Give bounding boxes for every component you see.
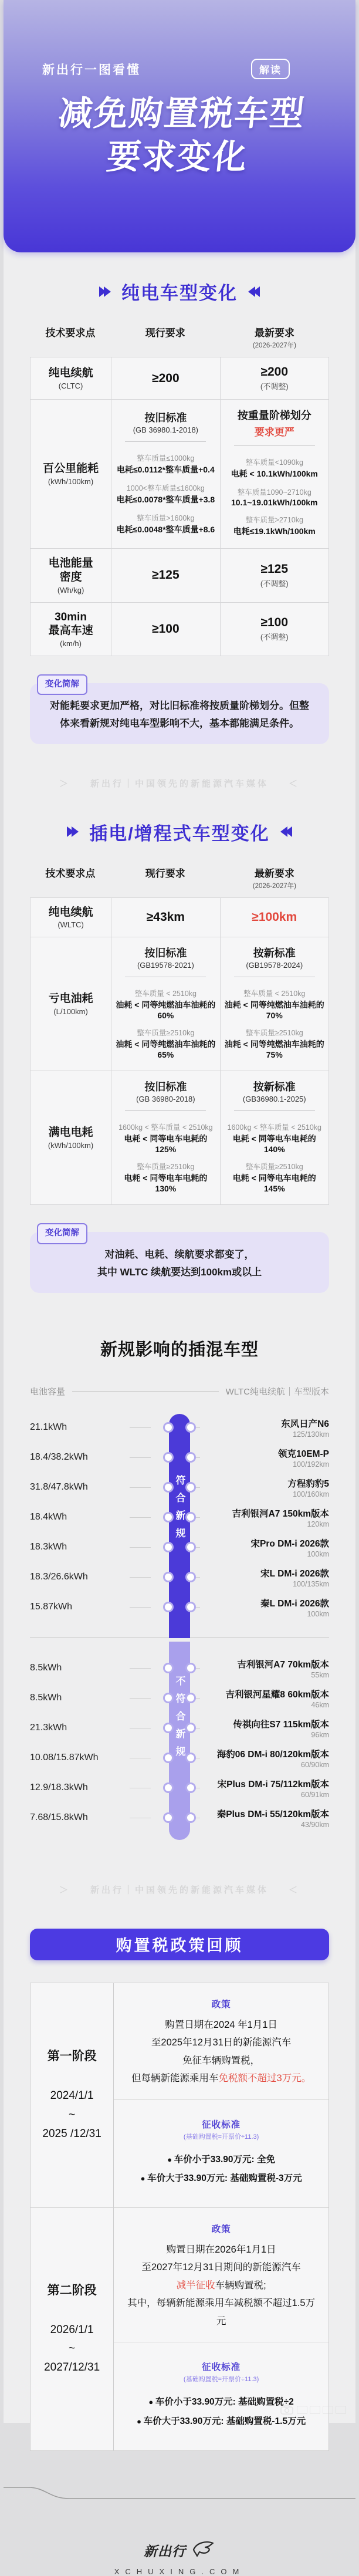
levy-bullets <box>122 2150 320 2189</box>
table-row <box>31 1071 328 1204</box>
spec-name: 百公里能耗 <box>43 462 99 475</box>
condition-text: 1600kg < 整车质量 < 2510kg <box>227 1123 322 1132</box>
value-text: 油耗 < 同等纯燃油车油耗的65% <box>116 1039 216 1060</box>
spec-name-cell <box>31 1071 111 1204</box>
legend-line <box>72 1391 219 1392</box>
standard-code: (GB19578-2024) <box>246 961 303 970</box>
model-compliance-chart <box>30 1413 329 1848</box>
watermark-arrow: ＞ <box>59 778 70 789</box>
condition-pair <box>117 512 215 535</box>
rewind-icon <box>283 826 292 837</box>
divider-line <box>234 445 315 446</box>
new-req-cell <box>220 357 328 399</box>
fail-bar-label: 不符合新规 <box>174 1675 185 1764</box>
spec-unit: (km/h) <box>60 639 82 648</box>
value-text: ≥100 <box>152 622 180 636</box>
stage-row <box>31 1983 328 2207</box>
value-text: 电耗 < 同等电车电耗的125% <box>124 1134 208 1154</box>
value-text-red: ≥100km <box>252 910 297 924</box>
column-header-text: 最新要求 <box>254 328 294 339</box>
connector-line <box>130 1668 151 1669</box>
levy-standard-label: 征收标准 <box>202 2119 241 2130</box>
battery-label: 8.5kWh <box>30 1663 62 1673</box>
range-label: 100/160km <box>293 1490 329 1498</box>
date-to: 2027/12/31 <box>44 2361 100 2374</box>
highlight-red-text: 减半征收 <box>176 2280 215 2291</box>
watermark-arrow: ＜ <box>289 778 300 789</box>
condition-text: 整车质量1090~2710kg <box>237 488 311 497</box>
summary-text: 对能耗要求更加严格，对比旧标准将按质量阶梯划分。但整体来看新规对纯电车型影响不大，基本都能满足条件。 <box>50 700 309 729</box>
range-label: 125/130km <box>293 1430 329 1439</box>
poster-title <box>0 92 359 179</box>
watermark-arrow: ＞ <box>59 1885 70 1895</box>
standard-code: (GB36980.1-2025) <box>242 1095 306 1104</box>
connector-line <box>130 1577 151 1578</box>
value-text: ≥200 <box>152 371 180 385</box>
highlight-red-text: 免税额不超过3万元。 <box>218 2073 311 2084</box>
connector-dot <box>187 1724 194 1731</box>
connector-dot <box>187 1544 194 1551</box>
column-header: 技术要求点 <box>45 328 96 339</box>
current-req-cell <box>111 937 219 1071</box>
new-req-cell <box>220 898 328 937</box>
range-label: 46km <box>311 1700 329 1709</box>
model-name: 传祺向往S7 115km版本 <box>233 1719 329 1730</box>
chart-legend <box>30 1385 329 1397</box>
bullet-item: ● 车价大于33.90万元: 基础购置税-1.5万元 <box>122 2412 320 2432</box>
phev-spec-table <box>30 897 329 1206</box>
column-header-note: (2026-2027年) <box>252 342 296 349</box>
current-req-cell <box>111 898 219 937</box>
model-name: 吉利银河星耀8 60km版本 <box>225 1689 329 1700</box>
battery-label: 31.8/47.8kWh <box>30 1482 88 1493</box>
infographic-poster <box>4 0 355 2576</box>
poster-title-line1: 减免购置税车型 <box>56 94 307 133</box>
poster-title-line2: 要求变化 <box>104 138 250 177</box>
condition-pair <box>224 1122 325 1154</box>
condition-text: 整车质量≥2510kg <box>245 1029 303 1038</box>
spec-unit: (kWh/100km) <box>48 477 94 486</box>
legend-right-label: WLTC纯电续航｜车型版本 <box>225 1386 329 1397</box>
table-row <box>31 602 328 656</box>
levy-standard-cell <box>114 2099 328 2207</box>
stage-label-cell <box>31 1983 114 2207</box>
divider-line <box>125 441 206 442</box>
stricter-note: 要求更严 <box>254 427 294 438</box>
battery-label: 18.4/38.2kWh <box>30 1452 88 1463</box>
table-row <box>31 399 328 548</box>
model-name: 吉利银河A7 70km版本 <box>237 1659 329 1670</box>
bev-section-title <box>30 278 329 305</box>
date-from: 2024/1/1 <box>50 2089 94 2102</box>
range-label: 100/135km <box>293 1579 329 1588</box>
stage-dates <box>44 2321 100 2378</box>
brand-tagline: 新出行一图看懂 <box>42 63 141 77</box>
condition-text: 整车质量 < 2510kg <box>134 990 197 998</box>
fast-forward-icon <box>99 286 109 297</box>
watermark-line <box>4 1883 355 1896</box>
connector-dot <box>187 1603 194 1611</box>
condition-pair <box>115 1122 216 1154</box>
standard-code: (GB19578-2021) <box>137 961 194 970</box>
value-text: 电耗≤0.0112*整车质量+0.4 <box>116 464 215 474</box>
table-row <box>31 548 328 602</box>
column-header: 现行要求 <box>145 867 185 879</box>
range-label: 100km <box>307 1549 329 1558</box>
policy-text: 购置日期在2026年1月1日 至2027年12月31日期间的新能源汽车 减半征收车辆购置税; 其中，每辆新能源乘用车减税额不超过1.5万元 <box>127 2244 316 2327</box>
condition-pair <box>224 1027 325 1059</box>
spec-unit: (kWh/100km) <box>48 1141 94 1150</box>
spec-name-cell <box>31 898 111 937</box>
condition-pair <box>233 514 316 537</box>
connector-line <box>130 1547 151 1548</box>
bev-summary-box <box>30 680 329 744</box>
model-name: 吉利银河A7 150km版本 <box>232 1508 329 1519</box>
new-req-cell <box>220 549 328 602</box>
summary-tag: 变化简解 <box>37 1223 87 1244</box>
rewind-icon <box>250 286 260 297</box>
bev-spec-table <box>30 357 329 656</box>
connector-dot <box>187 1574 194 1581</box>
connector-dot <box>187 1424 194 1431</box>
condition-text: 整车质量≥2510kg <box>137 1029 195 1038</box>
condition-text: 整车质量≥2510kg <box>137 1163 195 1171</box>
bullet-item: ● 车价小于33.90万元: 全免 <box>122 2150 320 2170</box>
value-text: 电耗 < 同等电车电耗的130% <box>124 1173 208 1194</box>
divider-line <box>125 1110 206 1111</box>
range-label: 120km <box>307 1520 329 1528</box>
battery-label: 18.4kWh <box>30 1512 67 1522</box>
range-label: 96km <box>311 1730 329 1739</box>
battery-label: 18.3/26.6kWh <box>30 1572 88 1582</box>
value-text: 电耗≤0.0048*整车质量+8.6 <box>116 524 215 534</box>
value-text: ≥200 <box>260 365 289 379</box>
divider-line <box>234 1110 315 1111</box>
levy-standard-label: 征收标准 <box>202 2362 241 2373</box>
wing-logo-icon <box>191 2540 215 2561</box>
standard-title: 按旧标准 <box>144 411 187 424</box>
connector-line <box>130 1517 151 1518</box>
table-row <box>31 898 328 937</box>
value-text: ≥125 <box>152 568 180 582</box>
connector-dot <box>187 1694 194 1701</box>
range-label: 43/90km <box>301 1820 329 1829</box>
column-header-note: (2026-2027年) <box>252 882 296 890</box>
spec-name: 密度 <box>59 570 82 583</box>
levy-standard-formula: (基础购置税=开票价÷11.3) <box>183 2133 259 2141</box>
table-row <box>31 937 328 1071</box>
policy-stage-table <box>30 1983 329 2451</box>
date-from: 2026/1/1 <box>50 2323 94 2336</box>
model-name: 东风日产N6 <box>281 1419 329 1429</box>
condition-text: 整车质量≤1000kg <box>137 454 195 462</box>
spec-name: 纯电续航 <box>48 906 93 919</box>
summary-text: 对油耗、电耗、续航要求都变了， <box>104 1249 255 1261</box>
current-req-cell <box>111 549 219 602</box>
spec-name: 满电电耗 <box>48 1126 93 1139</box>
value-text: 油耗 < 同等纯燃油车油耗的60% <box>116 1000 216 1021</box>
watermark-text: 新出行｜中国领先的新能源汽车媒体 <box>90 1885 269 1895</box>
spec-name: 最高车速 <box>48 624 93 637</box>
policy-label: 政策 <box>211 2224 231 2234</box>
value-text: 10.1~19.01kWh/100km <box>231 498 318 507</box>
column-header-text: 最新要求 <box>254 867 294 879</box>
standard-title: 按旧标准 <box>144 1081 187 1093</box>
spec-name: 亏电油耗 <box>48 992 93 1005</box>
spec-unit: (Wh/kg) <box>57 585 84 595</box>
connector-dot <box>187 1814 194 1821</box>
current-req-cell <box>111 400 219 548</box>
spec-unit: (CLTC) <box>58 381 83 390</box>
battery-label: 15.87kWh <box>30 1602 73 1612</box>
condition-pair <box>224 1161 325 1193</box>
condition-pair <box>224 988 325 1020</box>
battery-label: 10.08/15.87kWh <box>30 1753 99 1763</box>
levy-standard-formula: (基础购置税=开票价÷11.3) <box>183 2376 259 2383</box>
watermark-arrow: ＜ <box>289 1885 300 1895</box>
connector-line <box>130 1487 151 1488</box>
summary-tag: 变化简解 <box>37 674 87 695</box>
column-header: 技术要求点 <box>45 867 96 879</box>
condition-text: 1600kg < 整车质量 < 2510kg <box>118 1123 213 1132</box>
connector-dot <box>187 1665 194 1672</box>
model-name: 方程豹豹5 <box>287 1478 329 1489</box>
date-to: 2025 /12/31 <box>42 2127 101 2140</box>
policy-cell <box>114 2208 328 2342</box>
model-name: 领克10EM-P <box>278 1449 329 1459</box>
poster-header <box>4 0 355 252</box>
stage-name: 第一阶段 <box>47 2050 97 2064</box>
condition-pair <box>117 453 215 475</box>
battery-label: 8.5kWh <box>30 1693 62 1703</box>
policy-label: 政策 <box>211 1999 231 2010</box>
range-label: 100km <box>307 1609 329 1618</box>
phev-section-title-text: 插电/增程式车型变化 <box>89 823 270 844</box>
phev-section-title <box>30 819 329 845</box>
levy-standard-cell <box>114 2342 328 2450</box>
fast-forward-icon <box>67 826 76 837</box>
value-text: 油耗 < 同等纯燃油车油耗的70% <box>224 1000 324 1021</box>
battery-label: 18.3kWh <box>30 1542 67 1552</box>
value-text: 电耗≤19.1kWh/100km <box>233 526 316 536</box>
spec-name: 纯电续航 <box>48 367 93 380</box>
photo-watermark <box>280 2405 346 2415</box>
watermark-text: 新出行｜中国领先的新能源汽车媒体 <box>90 778 269 789</box>
spec-name: 30min <box>55 610 87 623</box>
range-label: 60/91km <box>301 1790 329 1799</box>
jiedu-badge: 解读 <box>251 59 290 79</box>
condition-text: 整车质量≥2510kg <box>245 1163 303 1171</box>
spec-name-cell <box>31 549 111 602</box>
value-text: 油耗 < 同等纯燃油车油耗的75% <box>224 1039 324 1060</box>
connector-dot <box>187 1754 194 1761</box>
battery-label: 12.9/18.3kWh <box>30 1782 88 1793</box>
current-req-cell <box>111 603 219 656</box>
value-text: 电耗 < 同等电车电耗的145% <box>232 1173 316 1194</box>
standard-code: (GB 36980.1-2018) <box>133 425 198 434</box>
spec-name-cell <box>31 357 111 399</box>
illegible-watermark-text <box>297 2406 346 2414</box>
spec-name-cell <box>31 603 111 656</box>
range-label: 100/192km <box>293 1460 329 1468</box>
standard-code: (GB 36980-2018) <box>136 1095 195 1104</box>
bullet-item: ● 车价大于33.90万元: 基础购置税-3万元 <box>122 2169 320 2189</box>
condition-pair <box>115 988 216 1020</box>
condition-text: 整车质量>1600kg <box>137 514 195 522</box>
stage-name: 第二阶段 <box>47 2283 97 2297</box>
spec-name: 电池能量 <box>48 557 93 569</box>
chart-title: 新规影响的插混车型 <box>100 1340 259 1359</box>
battery-label: 21.3kWh <box>30 1723 67 1733</box>
footer-logo <box>4 2540 355 2561</box>
stage-dates <box>42 2087 101 2143</box>
standard-title: 按新标准 <box>253 947 296 960</box>
pass-bar-label: 符合新规 <box>174 1474 185 1545</box>
condition-pair <box>117 482 215 505</box>
tilde: ~ <box>69 2342 76 2355</box>
model-name: 宋L DM-i 2026款 <box>260 1568 329 1579</box>
stage-detail-cell <box>114 1983 328 2207</box>
condition-text: 整车质量>2710kg <box>245 516 303 524</box>
value-text: ≥43km <box>146 910 185 924</box>
camera-icon <box>280 2405 293 2415</box>
policy-review-banner: 购置税政策回顾 <box>30 1929 329 1960</box>
connector-dot <box>187 1514 194 1521</box>
spec-unit: (L/100km) <box>53 1007 88 1017</box>
spec-name-cell <box>31 937 111 1071</box>
value-note: (不调整) <box>260 633 289 642</box>
policy-text: 购置日期在2024 年1月1日 至2025年12月31日的新能源汽车 免征车辆购置税， 但每辆新能源乘用车免税额不超过3万元。 <box>131 2019 311 2084</box>
connector-line <box>130 1427 151 1428</box>
new-req-cell <box>220 937 328 1071</box>
current-req-cell <box>111 1071 219 1204</box>
spec-name-cell <box>31 400 111 548</box>
column-header <box>220 865 329 890</box>
bev-column-headers <box>30 325 329 350</box>
battery-label: 21.1kWh <box>30 1422 67 1433</box>
condition-text: 1000<整车质量≤1600kg <box>126 484 205 492</box>
bev-section-title-text: 纯电车型变化 <box>121 283 238 303</box>
connector-dot <box>187 1484 194 1491</box>
connector-line <box>130 1698 151 1699</box>
tilde: ~ <box>69 2108 76 2121</box>
value-text: 电耗 < 10.1kWh/100km <box>231 469 318 478</box>
standard-title: 按新标准 <box>253 1081 296 1093</box>
spec-unit: (WLTC) <box>57 920 84 930</box>
value-note: (不调整) <box>260 579 289 588</box>
connector-line <box>130 1607 151 1608</box>
standard-title: 按旧标准 <box>144 947 187 960</box>
condition-pair <box>115 1161 216 1193</box>
footer-site-url: XCHUXING.COM <box>114 2567 245 2576</box>
policy-cell <box>114 1983 328 2099</box>
new-req-cell <box>220 400 328 548</box>
model-name: 秦L DM-i 2026款 <box>260 1598 329 1609</box>
column-header: 现行要求 <box>145 328 185 339</box>
condition-pair <box>231 457 318 480</box>
condition-pair <box>115 1027 216 1059</box>
stage-label-cell <box>31 2208 114 2450</box>
xchuxing-logo-text: 新出行 <box>144 2543 186 2559</box>
condition-pair <box>231 487 318 507</box>
new-req-cell <box>220 1071 328 1204</box>
summary-text: 其中 WLTC 续航要达到100km或以上 <box>97 1267 262 1278</box>
connector-line <box>130 1457 151 1458</box>
model-name: 海豹06 DM-i 80/120km版本 <box>216 1749 329 1760</box>
column-header <box>220 325 329 350</box>
standard-title: 按重量阶梯划分 <box>237 410 311 421</box>
new-req-cell <box>220 603 328 656</box>
condition-text: 整车质量 < 2510kg <box>243 990 306 998</box>
table-row <box>31 357 328 399</box>
model-name: 宋Plus DM-i 75/112km版本 <box>217 1779 329 1790</box>
connector-dot <box>187 1784 194 1791</box>
current-req-cell <box>111 357 219 399</box>
value-note: (不调整) <box>260 382 289 391</box>
value-text: 电耗 < 同等电车电耗的140% <box>232 1134 316 1154</box>
value-text: ≥100 <box>260 616 289 630</box>
footer-wave-line <box>4 2483 355 2507</box>
battery-label: 7.68/15.8kWh <box>30 1812 88 1823</box>
condition-text: 整车质量<1090kg <box>245 458 303 467</box>
value-text: ≥125 <box>260 562 289 576</box>
model-name: 秦Plus DM-i 55/120km版本 <box>216 1809 329 1819</box>
watermark-line <box>4 777 355 789</box>
value-text: 电耗≤0.0078*整车质量+3.8 <box>116 494 215 504</box>
range-label: 60/90km <box>301 1760 329 1769</box>
range-label: 55km <box>311 1670 329 1679</box>
legend-left-label: 电池容量 <box>30 1386 66 1397</box>
model-name: 宋Pro DM-i 2026款 <box>250 1538 329 1549</box>
phev-summary-box <box>30 1228 329 1293</box>
phev-column-headers <box>30 865 329 890</box>
connector-dot <box>187 1454 194 1461</box>
bullet-item: ● 车价小于33.90万元: 基础购置税÷2 <box>122 2393 320 2412</box>
